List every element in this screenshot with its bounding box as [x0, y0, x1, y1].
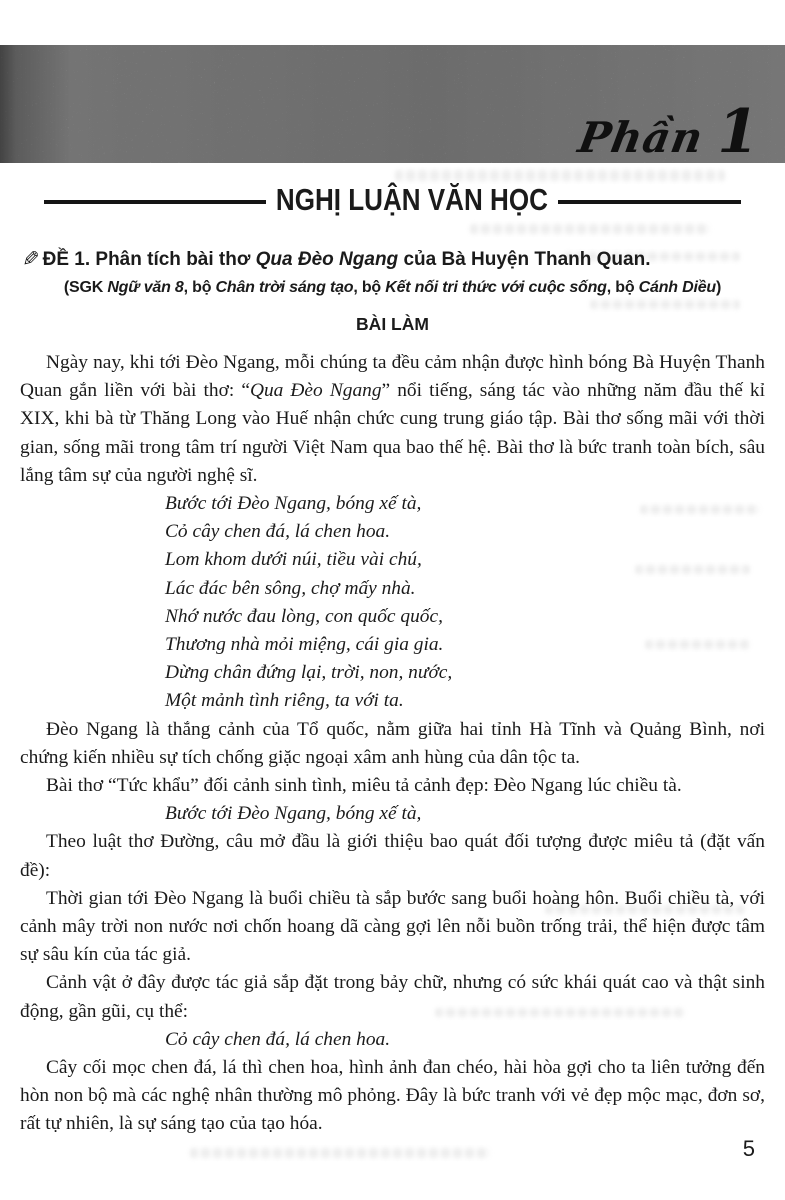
paragraph — [20, 772, 765, 800]
pencil-icon: ✎ — [22, 247, 40, 271]
essay-body — [20, 349, 765, 1139]
verse-line — [165, 603, 765, 631]
header-band — [0, 45, 785, 167]
text-segment: , bộ — [353, 279, 386, 296]
title-rule-left — [44, 200, 266, 204]
source-line — [20, 277, 765, 299]
verse-line — [165, 575, 765, 603]
part-word: Phần — [575, 113, 708, 162]
paragraph — [20, 716, 765, 772]
text-segment: Qua Đèo Ngang — [255, 249, 399, 270]
paragraph — [20, 885, 765, 970]
text-segment: Ngữ văn 8 — [107, 279, 184, 296]
section-title-row — [20, 183, 765, 221]
text-segment: Qua Đèo Ngang — [249, 380, 382, 402]
paragraph — [20, 1054, 765, 1139]
text-segment: ) — [715, 279, 722, 296]
bleed-through-artifact — [190, 1148, 490, 1158]
verse-line — [165, 800, 765, 828]
text-segment: Bài thơ “Tức khẩu” đối cảnh sinh tình, miêu tả cảnh đẹp: Đèo Ngang lúc chiều tà. — [46, 775, 682, 797]
verse-line — [165, 490, 765, 518]
verse-line — [165, 518, 765, 546]
topic-title — [43, 247, 651, 272]
text-segment: Kết nối tri thức với cuộc sống — [385, 279, 607, 296]
essay-heading: BÀI LÀM — [356, 314, 429, 334]
text-segment: Theo luật thơ Đường, câu mở đầu là giới thiệu bao quát đối tượng được miêu tả (đặt vấn đề): — [20, 831, 765, 881]
verse-line — [165, 659, 765, 687]
page-content — [20, 183, 765, 1139]
verse-line — [165, 1026, 765, 1054]
text-segment: , bộ — [606, 279, 639, 296]
text-segment: ” nổi tiếng, sáng tác vào những năm đầu thế kỉ XIX, khi bà từ Thăng Long vào Huế nhận chức cung trung giáo tập. Bài thơ sống mãi với thời gian, sống mãi trong tâm trí người Việt Nam qua bao thế hệ. Bài thơ là bức tranh toàn bích, sâu lắng tâm sự của người nghệ sĩ. — [20, 380, 765, 486]
text-segment: Thương nhà mỏi miệng, cái gia gia. — [165, 634, 444, 656]
paragraph — [20, 828, 765, 884]
topic-heading — [20, 247, 765, 272]
text-segment: ĐỀ 1. Phân tích bài thơ — [42, 249, 256, 270]
text-segment: Dừng chân đứng lại, trời, non, nước, — [165, 662, 453, 684]
page-number: 5 — [742, 1136, 755, 1161]
text-segment: Bước tới Đèo Ngang, bóng xế tà, — [165, 803, 422, 825]
text-segment: Cây cối mọc chen đá, lá thì chen hoa, hình ảnh đan chéo, hài hòa gợi cho ta liên tưởng đến hòn non bộ mà các nghệ nhân thường mô phỏng. Đây là bức tranh với vẻ đẹp mộc mạc, đơn sơ, rất tự nhiên, là sự sáng tạo của tạo hóa. — [20, 1057, 765, 1135]
verse-line — [165, 546, 765, 574]
text-segment: Cỏ cây chen đá, lá chen hoa. — [165, 1028, 391, 1050]
text-segment: Nhớ nước đau lòng, con quốc quốc, — [165, 605, 443, 627]
title-rule-right — [558, 200, 741, 204]
text-segment: Bước tới Đèo Ngang, bóng xế tà, — [165, 493, 422, 515]
text-segment: của Bà Huyện Thanh Quan. — [398, 249, 651, 270]
text-segment: Đèo Ngang là thắng cảnh của Tổ quốc, nằm giữa hai tỉnh Hà Tĩnh và Quảng Bình, nơi chứng kiến nhiều sự tích chống giặc ngoại xâm anh hùng của dân tộc ta. — [20, 718, 765, 768]
text-segment: Cỏ cây chen đá, lá chen hoa. — [165, 521, 391, 543]
text-segment: Cảnh vật ở đây được tác giả sắp đặt trong bảy chữ, nhưng có sức khái quát cao và thật sinh động, gần gũi, cụ thể: — [20, 972, 765, 1022]
text-segment: Chân trời sáng tạo — [215, 279, 354, 296]
section-title: NGHỊ LUẬN VĂN HỌC — [276, 182, 548, 217]
verse-line — [165, 631, 765, 659]
part-label — [575, 97, 759, 167]
text-segment: Lom khom dưới núi, tiều vài chú, — [165, 549, 422, 571]
text-segment: Thời gian tới Đèo Ngang là buổi chiều tà sắp bước sang buổi hoàng hôn. Buổi chiều tà, với cảnh mây trời non nước nơi chốn hoang dã càng gợi lên nỗi buồn trống trải, thể hiện được tâm sự sâu kín của tác giả. — [20, 887, 765, 966]
text-segment: Cánh Diều — [638, 279, 716, 296]
text-segment: Lác đác bên sông, chợ mấy nhà. — [165, 577, 416, 599]
paragraph — [20, 969, 765, 1025]
text-segment: , bộ — [183, 279, 216, 296]
verse-line — [165, 687, 765, 715]
text-segment: (SGK — [63, 279, 108, 296]
part-number: 1 — [717, 97, 759, 167]
text-segment: Ngày nay, khi tới Đèo Ngang, mỗi chúng ta đều cảm nhận được hình bóng Bà Huyện Thanh Quan gắn liền với bài thơ: “ — [20, 352, 765, 402]
bleed-through-artifact — [395, 170, 725, 181]
paragraph — [20, 349, 765, 490]
text-segment: Một mảnh tình riêng, ta với ta. — [165, 690, 404, 712]
